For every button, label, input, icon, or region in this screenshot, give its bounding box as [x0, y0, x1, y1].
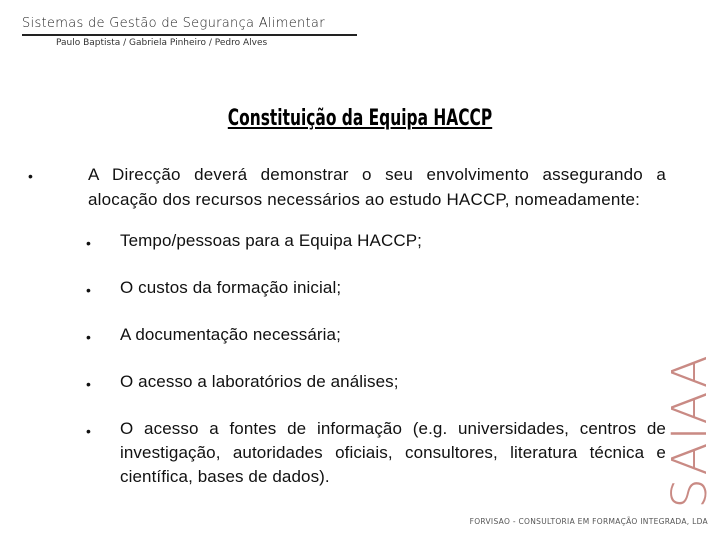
- sub-bullet-text: O custos da formação inicial;: [120, 278, 342, 297]
- bullet-icon: •: [86, 423, 91, 439]
- sub-bullet-list: [26, 229, 666, 489]
- bullet-icon: •: [86, 329, 91, 345]
- header-title: Sistemas de Gestão de Segurança Alimentar: [22, 16, 325, 31]
- slide-title: Constituição da Equipa HACCP: [227, 106, 493, 131]
- sub-bullet-text: A documentação necessária;: [120, 325, 341, 344]
- sub-bullet-text: Tempo/pessoas para a Equipa HACCP;: [120, 231, 423, 250]
- bullet-icon: •: [86, 376, 91, 392]
- sub-bullet-item: [26, 370, 666, 394]
- sub-bullet-item: [26, 229, 666, 253]
- bullet-icon: •: [86, 235, 91, 251]
- header-divider: [22, 34, 357, 36]
- footer-text: FORVISAO - CONSULTORIA EM FORMAÇÃO INTEGRADA, LDA: [469, 517, 708, 526]
- main-bullet: [26, 162, 666, 212]
- saiaa-logo: [662, 353, 718, 509]
- sub-bullet-item: [26, 276, 666, 300]
- header-authors: Paulo Baptista / Gabriela Pinheiro / Pedro Alves: [56, 38, 268, 48]
- logo-text: SAIAA: [662, 353, 718, 509]
- sub-bullet-item: [26, 323, 666, 347]
- slide-content: [26, 162, 666, 512]
- sub-bullet-text: O acesso a fontes de informação (e.g. universidades, centros de investigação, autoridades oficiais, consultores, literatura técnica e científica, bases de dados).: [120, 419, 666, 486]
- bullet-icon: •: [28, 168, 33, 184]
- main-bullet-text: A Direcção deverá demonstrar o seu envolvimento assegurando a alocação dos recursos necessários ao estudo HACCP, nomeadamente:: [88, 165, 666, 209]
- sub-bullet-text: O acesso a laboratórios de análises;: [120, 372, 399, 391]
- sub-bullet-item: [26, 417, 666, 489]
- bullet-icon: •: [86, 282, 91, 298]
